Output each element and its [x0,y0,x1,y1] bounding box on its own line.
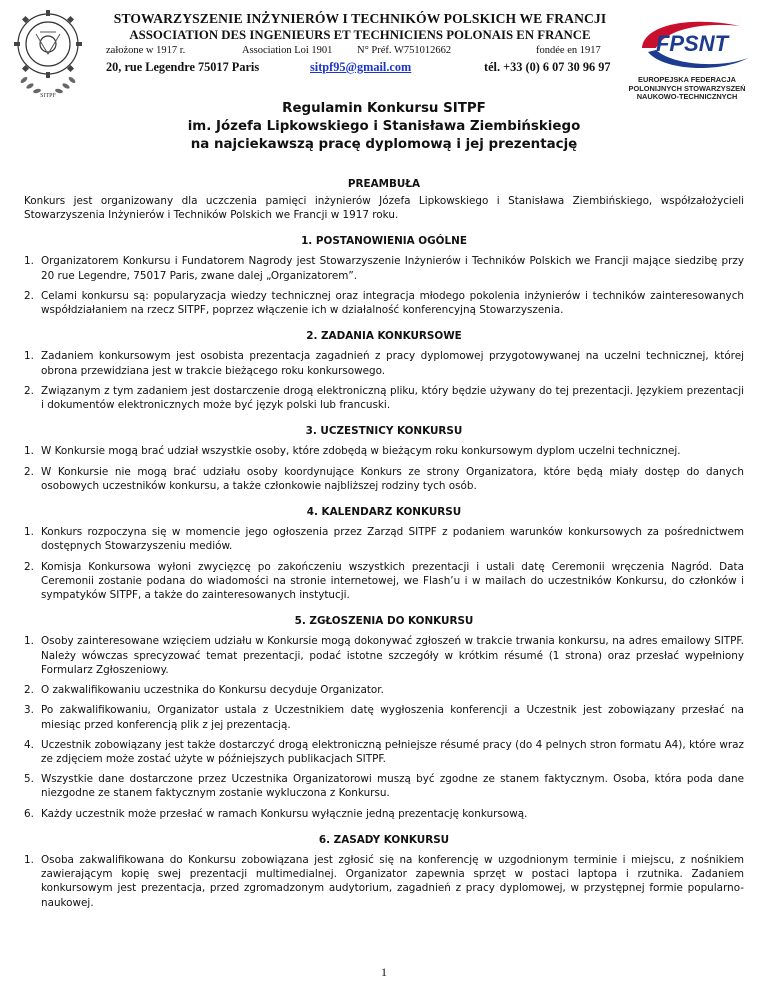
svg-text:SITPF: SITPF [40,93,56,99]
item-text: Każdy uczestnik może przesłać w ramach Konkursu wyłącznie jedną prezentację konkursową. [41,807,528,820]
section-heading: 4. KALENDARZ KONKURSU [306,506,462,519]
section-heading: 2. ZADANIA KONKURSOWE [306,330,462,343]
section-list [24,254,744,317]
document-body [24,94,744,916]
list-item [24,772,744,800]
item-text: Po zakwalifikowaniu, Organizator ustala z Uczestnikiem datę wygłoszenia konferencji a Uczestnik jest zobowiązany przesłać na miesiąc przed konferencją plik z jej prezentacją. [41,704,744,731]
list-item [24,560,744,603]
list-item [24,349,744,377]
list-item [24,254,744,282]
address: 20, rue Legendre 75017 Paris [106,60,260,74]
association-meta [100,45,620,59]
item-text: W Konkursie nie mogą brać udziału osoby koordynujące Konkurs ze strony Organizatora, które będą miały dostęp do danych osobowych uczestników konkursu, a także członkowie najbliższej rodziny tych osób. [41,465,744,492]
list-item [24,384,744,412]
item-number: 1. [24,526,34,539]
item-number: 2. [24,289,34,302]
federation-line: NAUKOWO-TECHNICZNYCH [636,92,738,102]
item-number: 4. [24,738,34,751]
item-number: 2. [24,684,34,697]
association-name-fr: ASSOCIATION DES INGENIEURS ET TECHNICIENS POLONAIS EN FRANCE [129,28,591,42]
section-list [24,634,744,820]
title-line: na najciekawszą pracę dyplomową i jej prezentację [190,137,578,153]
list-item [24,289,744,317]
list-item [24,525,744,553]
list-item [24,703,744,731]
list-item [24,853,744,910]
sitpf-logo-icon [8,4,88,100]
item-number: 2. [24,384,34,397]
federation-line: EUROPEJSKA FEDERACJA [638,75,736,84]
section-list [24,853,744,910]
item-number: 1. [24,255,34,268]
item-number: 5. [24,773,34,786]
section-heading: 5. ZGŁOSZENIA DO KONKURSU [294,615,474,628]
page-number: 1 [381,965,387,979]
list-item [24,634,744,677]
document-title [24,100,744,155]
item-text: Organizatorem Konkursu i Fundatorem Nagrody jest Stowarzyszenie Inżynierów i Techników Polskich we Francji mające siedzibę przy 20 rue Legendre, 75017 Paris, zwane dalej „Organizatorem”. [41,255,744,282]
item-text: W Konkursie mogą brać udział wszystkie osoby, które zdobędą w bieżącym roku konkursowym dyplom uczelni technicznej. [41,445,681,458]
founded-fr: fondée en 1917 [536,45,601,56]
item-number: 2. [24,465,34,478]
title-line: im. Józefa Lipkowskiego i Stanisława Ziembińskiego [187,119,581,135]
federation-line: POLONIJNYCH STOWARZYSZEŃ [628,83,746,93]
item-text: Związanym z tym zadaniem jest dostarczenie drogą elektroniczną pliku, który będzie używany do tej prezentacji. Językiem prezentacji i dokumentów elektronicznych może być język polski lub francuski. [41,384,744,412]
fpsnt-logo-icon [622,14,762,76]
association-law: Association Loi 1901 [242,45,333,56]
item-text: Osoba zakwalifikowana do Konkursu zobowiązana jest zgłosić się na konferencję w uzgodnionym terminie i miejscu, z nośnikiem zawierającym kopię swej prezentacji multimedialnej. Organizator zapewnia sprzęt w postaci laptopa i rzutnika. Zadaniem konkursowym jest prezentacja, przed zgromadzonym audytorium, zagadnień z pracy dyplomowej, w przystępnej formie popularno-naukowej. [41,853,744,909]
section-list [24,444,744,493]
phone: tél. +33 (0) 6 07 30 96 97 [484,60,611,74]
svg-text:FPSNT: FPSNT [655,31,729,56]
item-number: 1. [24,853,34,866]
preamble-text: Konkurs jest organizowany dla uczczenia pamięci inżynierów Józefa Lipkowskiego i Stanisława Ziembińskiego, współzałożycieli Stowarzyszenia Inżynierów i Techników Polskich we Francji w 1917 roku. [24,194,744,222]
preamble-heading: PREAMBUŁA [347,177,421,190]
sections [24,234,744,910]
item-text: Wszystkie dane dostarczone przez Uczestnika Organizatorowi muszą być zgodne ze stanem faktycznym. Osoba, która poda dane niezgodne ze stanem faktycznym zostanie wykluczona z Konkursu. [41,773,744,800]
letterhead [100,10,620,78]
section-heading: 3. UCZESTNICY KONKURSU [305,425,463,438]
founded-pl: założone w 1917 r. [106,45,186,56]
item-text: Zadaniem konkursowym jest osobista prezentacja zagadnień z pracy dyplomowej przygotowywanej na uczelni technicznej, której obrona przewidziana jest w trakcie bieżącego roku konkursowego. [41,350,744,377]
item-text: O zakwalifikowaniu uczestnika do Konkursu decyduje Organizator. [41,684,384,697]
list-item [24,738,744,766]
item-number: 3. [24,704,34,717]
prefecture-number: N° Préf. W751012662 [357,45,452,56]
section-heading: 1. POSTANOWIENIA OGÓLNE [301,235,467,248]
item-text: Komisja Konkursowa wyłoni zwycięzcę po zakończeniu wszystkich prezentacji i ustali datę Ceremonii wręczenia Nagród. Data Ceremonii zostanie podana do wiadomości na stronie internetowej, we Flash’u i w mailach do uczestników Konkursu, do członków i sympatyków SITPF, a także do zainteresowanych instytucji. [41,560,744,602]
section-list [24,525,744,602]
list-item [24,465,744,493]
title-line: Regulamin Konkursu SITPF [282,101,486,116]
item-text: Osoby zainteresowane wzięciem udziału w Konkursie mogą dokonywać zgłoszeń w trakcie trwania konkursu, na adres emailowy SITPF. Należy wówczas sprecyzować temat prezentacji, podać istotne szczegóły w krótkim résumé (1 strona) oraz przesłać wypełniony Formularz Zgłoszeniowy. [41,635,744,676]
item-number: 1. [24,635,34,648]
item-text: Celami konkursu są: popularyzacja wiedzy technicznej oraz integracja młodego pokolenia inżynierów i techników zainteresowanych współdziałaniem na rzecz SITPF, poprzez włączenie ich w działalność konferencyjną Stowarzyszenia. [41,289,744,317]
item-number: 1. [24,350,34,363]
item-text: Uczestnik zobowiązany jest także dostarczyć drogą elektroniczną pełniejsze résumé pracy (do 4 pelnych stron formatu A4), które wraz ze zdjęciem może zostać użyte w późniejszych publikacjach SITPF. [41,738,744,765]
list-item [24,444,744,458]
section-list [24,349,744,412]
item-number: 6. [24,807,34,820]
email-link[interactable]: sitpf95@gmail.com [310,60,412,74]
item-number: 1. [24,445,34,458]
item-text: Konkurs rozpoczyna się w momencie jego ogłoszenia przez Zarząd SITPF z podaniem warunków konkursowych za pośrednictwem dostępnych Stowarzyszeniu mediów. [41,526,744,553]
list-item [24,807,744,821]
association-name-pl: STOWARZYSZENIE INŻYNIERÓW I TECHNIKÓW POLSKICH WE FRANCJI [113,11,607,26]
list-item [24,683,744,697]
item-number: 2. [24,560,34,573]
section-heading: 6. ZASADY KONKURSU [318,833,450,846]
contact-line [100,60,620,78]
